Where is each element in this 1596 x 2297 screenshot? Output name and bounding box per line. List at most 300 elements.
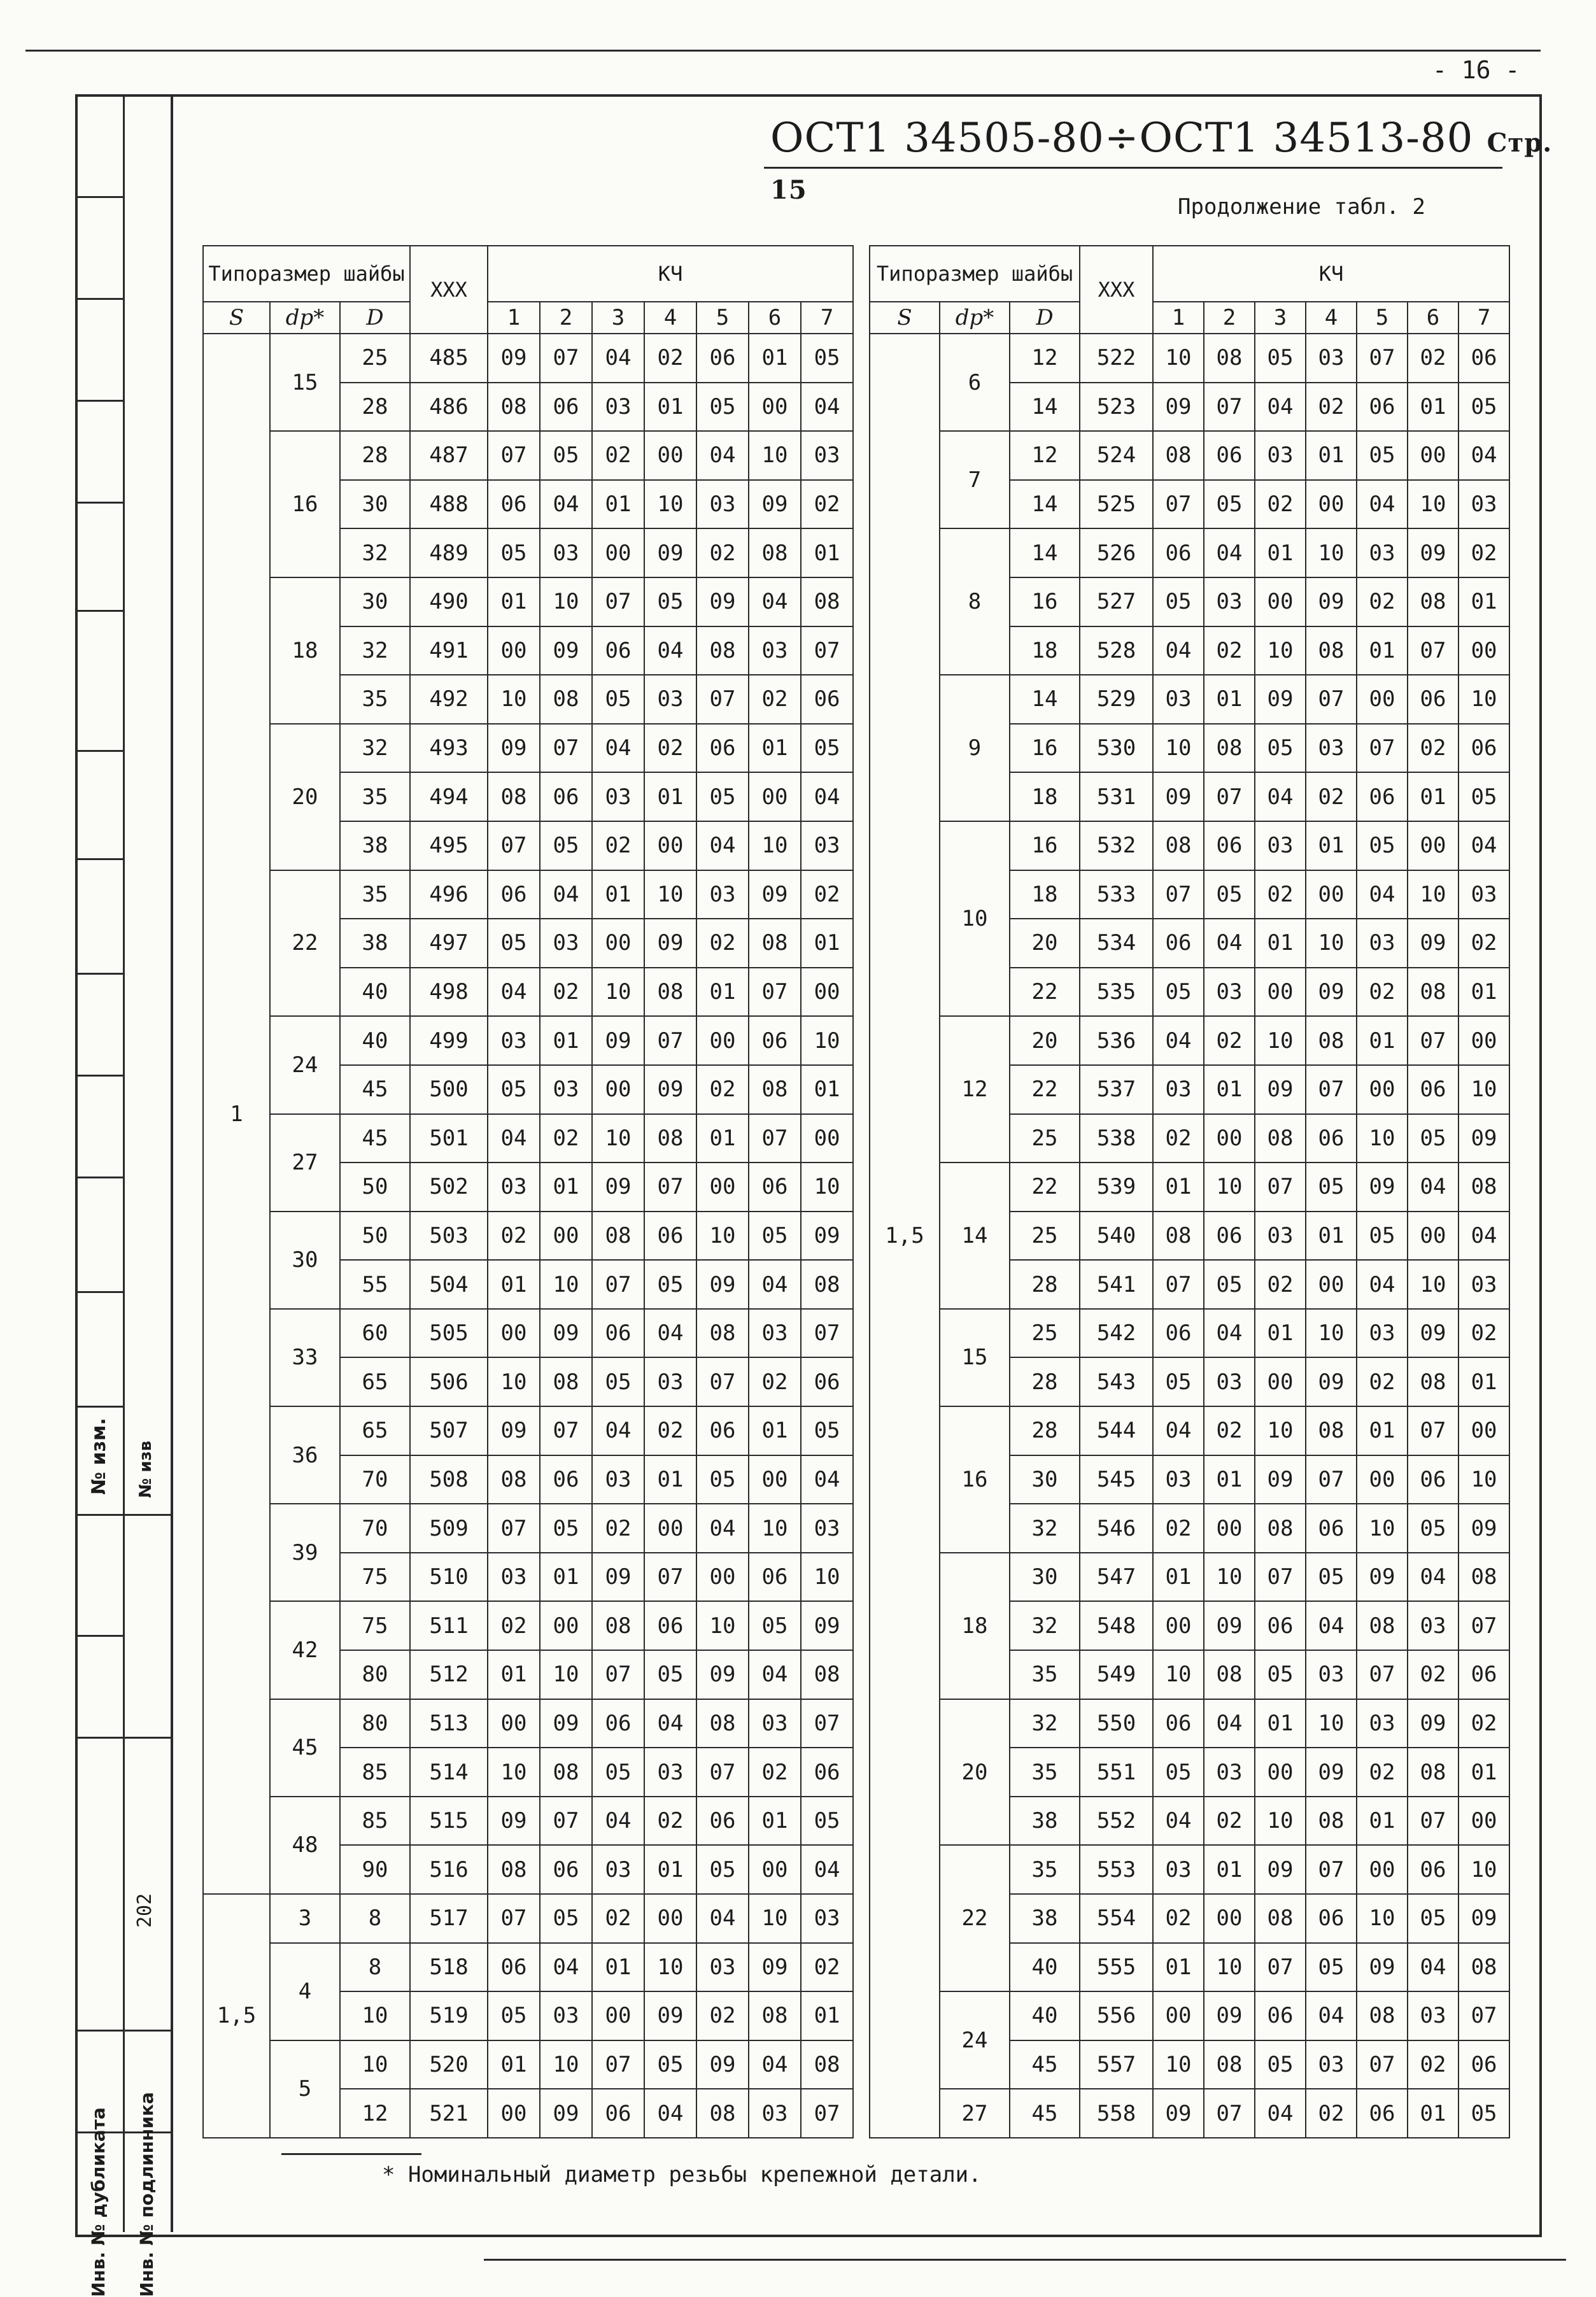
kch-value-cell: 00 xyxy=(1408,821,1458,870)
kch-value-cell: 03 xyxy=(696,480,749,529)
xxx-header: XXX xyxy=(410,246,488,334)
kch-value-cell: 04 xyxy=(1408,1163,1458,1212)
kch-value-cell: 00 xyxy=(749,772,801,821)
outer-diameter-cell: 25 xyxy=(1010,1114,1080,1163)
kch-value-cell: 02 xyxy=(1458,1309,1509,1358)
table-row xyxy=(203,1114,853,1163)
kch-value-cell: 10 xyxy=(488,1748,540,1797)
xxx-code-cell: 557 xyxy=(1080,2040,1153,2089)
kch-value-cell: 01 xyxy=(592,870,644,919)
xxx-code-cell: 492 xyxy=(410,675,488,724)
kch-value-cell: 01 xyxy=(1408,772,1458,821)
outer-diameter-cell: 80 xyxy=(340,1699,410,1748)
outer-diameter-cell: 38 xyxy=(340,821,410,870)
kch-value-cell: 07 xyxy=(1458,1991,1509,2040)
kch-value-cell: 04 xyxy=(696,1894,749,1943)
kch-value-cell: 08 xyxy=(488,383,540,432)
kch-value-cell: 09 xyxy=(1306,1748,1357,1797)
outer-diameter-cell: 35 xyxy=(340,772,410,821)
table-row xyxy=(870,675,1509,724)
s-header: S xyxy=(870,302,940,334)
table-row xyxy=(870,1309,1509,1358)
kch-value-cell: 05 xyxy=(592,675,644,724)
kch-value-cell: 00 xyxy=(1204,1894,1255,1943)
thread-diameter-cell: 14 xyxy=(940,1163,1010,1309)
kch-value-cell: 10 xyxy=(540,2040,592,2089)
kch-value-cell: 08 xyxy=(1306,1016,1357,1065)
kch-value-cell: 01 xyxy=(801,919,853,968)
kch-value-cell: 04 xyxy=(592,724,644,773)
outer-diameter-cell: 40 xyxy=(340,968,410,1017)
header-underline xyxy=(764,167,1502,169)
kch-value-cell: 10 xyxy=(488,1357,540,1406)
kch-value-cell: 07 xyxy=(1153,870,1204,919)
kch-value-cell: 09 xyxy=(488,1406,540,1455)
kch-value-cell: 10 xyxy=(749,1894,801,1943)
xxx-code-cell: 558 xyxy=(1080,2089,1153,2138)
kch-value-cell: 06 xyxy=(1408,675,1458,724)
outer-diameter-cell: 65 xyxy=(340,1406,410,1455)
kch-value-cell: 02 xyxy=(592,821,644,870)
xxx-code-cell: 530 xyxy=(1080,724,1153,773)
thickness-cell: 1 xyxy=(203,334,270,1894)
outer-diameter-cell: 32 xyxy=(1010,1601,1080,1650)
kch-value-cell: 01 xyxy=(1357,626,1408,675)
kch-value-cell: 01 xyxy=(488,1260,540,1309)
kch-value-cell: 00 xyxy=(488,626,540,675)
xxx-code-cell: 550 xyxy=(1080,1699,1153,1748)
kch-value-cell: 10 xyxy=(749,1504,801,1553)
kch-value-cell: 09 xyxy=(749,1943,801,1992)
kch-value-cell: 03 xyxy=(1153,1065,1204,1114)
kch-value-cell: 03 xyxy=(801,1504,853,1553)
kch-value-cell: 10 xyxy=(592,1114,644,1163)
kch-value-cell: 10 xyxy=(1408,480,1458,529)
kch-value-cell: 05 xyxy=(1204,480,1255,529)
kch-value-cell: 07 xyxy=(1408,1016,1458,1065)
kch-value-cell: 04 xyxy=(696,1504,749,1553)
thread-diameter-cell: 27 xyxy=(940,2089,1010,2138)
kch-value-cell: 00 xyxy=(1204,1504,1255,1553)
table-continuation: Продолжение табл. 2 xyxy=(1178,194,1425,220)
kch-value-cell: 03 xyxy=(540,919,592,968)
kch-value-cell: 04 xyxy=(1306,1601,1357,1650)
kch-value-cell: 06 xyxy=(644,1212,696,1261)
table-row xyxy=(203,1309,853,1358)
table-row xyxy=(203,1504,853,1553)
kch-value-cell: 05 xyxy=(1255,334,1306,383)
kch-value-cell: 00 xyxy=(1458,1016,1509,1065)
table-row xyxy=(203,1797,853,1846)
kch-value-cell: 09 xyxy=(1255,675,1306,724)
kch-value-cell: 10 xyxy=(1458,1065,1509,1114)
kch-value-cell: 06 xyxy=(1306,1894,1357,1943)
outer-diameter-cell: 32 xyxy=(1010,1699,1080,1748)
kch-value-cell: 01 xyxy=(749,724,801,773)
kch-value-cell: 01 xyxy=(1306,431,1357,480)
kch-value-cell: 01 xyxy=(540,1553,592,1602)
kch-value-cell: 08 xyxy=(1153,431,1204,480)
table-row xyxy=(203,1406,853,1455)
bottom-rule xyxy=(484,2259,1566,2261)
outer-diameter-cell: 30 xyxy=(340,577,410,626)
kch-value-cell: 04 xyxy=(696,431,749,480)
kch-value-cell: 08 xyxy=(644,1114,696,1163)
left-margin-strip xyxy=(75,94,173,2297)
outer-diameter-cell: 35 xyxy=(1010,1650,1080,1699)
kch-value-cell: 00 xyxy=(1357,1065,1408,1114)
outer-diameter-cell: 75 xyxy=(340,1601,410,1650)
kch-value-cell: 10 xyxy=(644,1943,696,1992)
kch-value-cell: 07 xyxy=(540,1406,592,1455)
kch-value-cell: 02 xyxy=(540,1114,592,1163)
kch-value-cell: 04 xyxy=(1153,1406,1204,1455)
kch-value-cell: 05 xyxy=(1255,2040,1306,2089)
kch-value-cell: 04 xyxy=(644,1309,696,1358)
kch-value-cell: 06 xyxy=(749,1016,801,1065)
kch-col-header: 3 xyxy=(592,302,644,334)
thread-diameter-cell: 4 xyxy=(270,1943,340,2040)
outer-diameter-cell: 80 xyxy=(340,1650,410,1699)
kch-value-cell: 02 xyxy=(696,1065,749,1114)
xxx-code-cell: 519 xyxy=(410,1991,488,2040)
kch-value-cell: 00 xyxy=(1357,1455,1408,1504)
xxx-code-cell: 547 xyxy=(1080,1553,1153,1602)
kch-value-cell: 06 xyxy=(1357,383,1408,432)
thread-diameter-cell: 27 xyxy=(270,1114,340,1212)
kch-value-cell: 07 xyxy=(1357,2040,1408,2089)
kch-value-cell: 06 xyxy=(592,1699,644,1748)
xxx-code-cell: 538 xyxy=(1080,1114,1153,1163)
kch-value-cell: 05 xyxy=(696,1455,749,1504)
xxx-code-cell: 539 xyxy=(1080,1163,1153,1212)
kch-value-cell: 03 xyxy=(644,675,696,724)
kch-value-cell: 02 xyxy=(592,1504,644,1553)
thread-diameter-cell: 24 xyxy=(940,1991,1010,2089)
kch-value-cell: 10 xyxy=(540,577,592,626)
kch-value-cell: 00 xyxy=(801,968,853,1017)
thread-diameter-cell: 8 xyxy=(940,528,1010,675)
kch-value-cell: 05 xyxy=(1458,772,1509,821)
outer-diameter-cell: 22 xyxy=(1010,1163,1080,1212)
kch-value-cell: 02 xyxy=(1357,968,1408,1017)
kch-value-cell: 00 xyxy=(592,1991,644,2040)
kch-value-cell: 04 xyxy=(1204,1699,1255,1748)
kch-value-cell: 06 xyxy=(1204,821,1255,870)
xxx-code-cell: 514 xyxy=(410,1748,488,1797)
kch-value-cell: 02 xyxy=(696,1991,749,2040)
kch-value-cell: 08 xyxy=(1255,1504,1306,1553)
kch-value-cell: 09 xyxy=(1306,1357,1357,1406)
outer-diameter-cell: 85 xyxy=(340,1748,410,1797)
thread-diameter-cell: 7 xyxy=(940,431,1010,528)
kch-col-header: 5 xyxy=(696,302,749,334)
kch-value-cell: 05 xyxy=(540,431,592,480)
kch-value-cell: 00 xyxy=(1306,1260,1357,1309)
kch-value-cell: 04 xyxy=(1204,1309,1255,1358)
kch-value-cell: 03 xyxy=(1357,528,1408,577)
xxx-code-cell: 488 xyxy=(410,480,488,529)
table-row xyxy=(870,1845,1509,1894)
kch-value-cell: 09 xyxy=(1153,2089,1204,2138)
kch-value-cell: 09 xyxy=(1357,1553,1408,1602)
thread-diameter-cell: 45 xyxy=(270,1699,340,1797)
outer-diameter-cell: 85 xyxy=(340,1797,410,1846)
kch-value-cell: 03 xyxy=(1153,1455,1204,1504)
kch-value-cell: 03 xyxy=(1357,1309,1408,1358)
kch-value-cell: 02 xyxy=(801,1943,853,1992)
kch-value-cell: 02 xyxy=(1306,383,1357,432)
kch-value-cell: 03 xyxy=(749,626,801,675)
thickness-cell: 1,5 xyxy=(203,1894,270,2138)
kch-value-cell: 04 xyxy=(1153,1016,1204,1065)
outer-diameter-cell: 18 xyxy=(1010,626,1080,675)
outer-diameter-cell: 90 xyxy=(340,1845,410,1894)
kch-value-cell: 03 xyxy=(749,1309,801,1358)
kch-value-cell: 03 xyxy=(1204,1748,1255,1797)
thread-diameter-cell: 48 xyxy=(270,1797,340,1894)
kch-value-cell: 01 xyxy=(1255,919,1306,968)
thread-diameter-cell: 22 xyxy=(270,870,340,1017)
outer-diameter-cell: 22 xyxy=(1010,968,1080,1017)
kch-value-cell: 05 xyxy=(644,577,696,626)
xxx-code-cell: 525 xyxy=(1080,480,1153,529)
kch-value-cell: 02 xyxy=(1153,1894,1204,1943)
outer-diameter-cell: 16 xyxy=(1010,577,1080,626)
kch-value-cell: 06 xyxy=(488,480,540,529)
thread-diameter-cell: 15 xyxy=(940,1309,1010,1406)
kch-value-cell: 10 xyxy=(488,675,540,724)
kch-value-cell: 02 xyxy=(1408,1650,1458,1699)
kch-value-cell: 05 xyxy=(1357,431,1408,480)
kch-value-cell: 01 xyxy=(644,772,696,821)
dp-header: dр* xyxy=(940,302,1010,334)
xxx-code-cell: 494 xyxy=(410,772,488,821)
outer-diameter-cell: 20 xyxy=(1010,919,1080,968)
kch-value-cell: 07 xyxy=(1255,1553,1306,1602)
kch-value-cell: 05 xyxy=(749,1212,801,1261)
kch-value-cell: 03 xyxy=(1306,724,1357,773)
kch-value-cell: 09 xyxy=(696,577,749,626)
kch-value-cell: 06 xyxy=(592,2089,644,2138)
thread-diameter-cell: 20 xyxy=(940,1699,1010,1846)
xxx-code-cell: 512 xyxy=(410,1650,488,1699)
xxx-code-cell: 551 xyxy=(1080,1748,1153,1797)
xxx-code-cell: 489 xyxy=(410,528,488,577)
kch-value-cell: 06 xyxy=(1255,1601,1306,1650)
xxx-code-cell: 508 xyxy=(410,1455,488,1504)
kch-value-cell: 00 xyxy=(644,431,696,480)
kch-value-cell: 00 xyxy=(1357,1845,1408,1894)
outer-diameter-cell: 8 xyxy=(340,1943,410,1992)
outer-diameter-cell: 60 xyxy=(340,1309,410,1358)
kch-value-cell: 02 xyxy=(696,919,749,968)
kch-value-cell: 07 xyxy=(1408,1406,1458,1455)
xxx-code-cell: 510 xyxy=(410,1553,488,1602)
kch-value-cell: 00 xyxy=(1306,480,1357,529)
outer-diameter-cell: 14 xyxy=(1010,528,1080,577)
kch-value-cell: 06 xyxy=(801,1748,853,1797)
kch-value-cell: 09 xyxy=(1153,383,1204,432)
kch-value-cell: 02 xyxy=(1408,724,1458,773)
kch-value-cell: 08 xyxy=(1306,1797,1357,1846)
kch-value-cell: 00 xyxy=(488,1309,540,1358)
kch-value-cell: 03 xyxy=(488,1163,540,1212)
kch-value-cell: 07 xyxy=(1458,1601,1509,1650)
kch-value-cell: 00 xyxy=(1255,577,1306,626)
kch-value-cell: 06 xyxy=(540,1455,592,1504)
outer-diameter-cell: 45 xyxy=(340,1114,410,1163)
kch-value-cell: 10 xyxy=(801,1016,853,1065)
kch-value-cell: 05 xyxy=(696,383,749,432)
kch-value-cell: 01 xyxy=(1255,1699,1306,1748)
kch-value-cell: 06 xyxy=(1306,1114,1357,1163)
kch-value-cell: 09 xyxy=(488,1797,540,1846)
table-row xyxy=(203,1016,853,1065)
kch-value-cell: 00 xyxy=(644,1894,696,1943)
kch-value-cell: 00 xyxy=(1357,675,1408,724)
kch-value-cell: 02 xyxy=(1408,2040,1458,2089)
kch-value-cell: 01 xyxy=(1204,675,1255,724)
size-group-header: Типоразмер шайбы xyxy=(870,246,1080,302)
xxx-code-cell: 548 xyxy=(1080,1601,1153,1650)
kch-value-cell: 10 xyxy=(749,821,801,870)
kch-value-cell: 10 xyxy=(1306,528,1357,577)
kch-value-cell: 04 xyxy=(801,1455,853,1504)
kch-value-cell: 01 xyxy=(488,1650,540,1699)
xxx-code-cell: 533 xyxy=(1080,870,1153,919)
outer-diameter-cell: 45 xyxy=(1010,2089,1080,2138)
kch-value-cell: 03 xyxy=(696,1943,749,1992)
table-row xyxy=(870,1016,1509,1065)
kch-value-cell: 05 xyxy=(1153,577,1204,626)
xxx-code-cell: 504 xyxy=(410,1260,488,1309)
kch-value-cell: 01 xyxy=(1255,1309,1306,1358)
outer-diameter-cell: 35 xyxy=(1010,1845,1080,1894)
kch-value-cell: 04 xyxy=(1357,1260,1408,1309)
d-header: D xyxy=(340,302,410,334)
kch-value-cell: 09 xyxy=(592,1163,644,1212)
kch-value-cell: 07 xyxy=(1153,480,1204,529)
kch-value-cell: 08 xyxy=(801,1650,853,1699)
kch-value-cell: 10 xyxy=(1458,675,1509,724)
table-row xyxy=(203,1601,853,1650)
kch-value-cell: 07 xyxy=(644,1163,696,1212)
kch-value-cell: 02 xyxy=(1306,2089,1357,2138)
kch-value-cell: 02 xyxy=(1204,1406,1255,1455)
kch-value-cell: 04 xyxy=(1306,1991,1357,2040)
kch-value-cell: 10 xyxy=(749,431,801,480)
outer-diameter-cell: 55 xyxy=(340,1260,410,1309)
xxx-code-cell: 534 xyxy=(1080,919,1153,968)
kch-value-cell: 04 xyxy=(749,1650,801,1699)
kch-value-cell: 00 xyxy=(1255,968,1306,1017)
xxx-code-cell: 546 xyxy=(1080,1504,1153,1553)
kch-value-cell: 04 xyxy=(1408,1553,1458,1602)
kch-value-cell: 03 xyxy=(1255,1212,1306,1261)
kch-value-cell: 03 xyxy=(592,383,644,432)
kch-col-header: 6 xyxy=(1408,302,1458,334)
kch-value-cell: 04 xyxy=(801,772,853,821)
kch-value-cell: 09 xyxy=(592,1016,644,1065)
kch-value-cell: 04 xyxy=(1357,870,1408,919)
table-row xyxy=(870,431,1509,480)
kch-value-cell: 08 xyxy=(1153,821,1204,870)
kch-value-cell: 04 xyxy=(488,1114,540,1163)
kch-value-cell: 00 xyxy=(1458,626,1509,675)
outer-diameter-cell: 38 xyxy=(1010,1797,1080,1846)
kch-value-cell: 06 xyxy=(1357,772,1408,821)
kch-value-cell: 03 xyxy=(540,1991,592,2040)
kch-value-cell: 08 xyxy=(1458,1943,1509,1992)
kch-value-cell: 05 xyxy=(696,772,749,821)
xxx-code-cell: 553 xyxy=(1080,1845,1153,1894)
kch-value-cell: 08 xyxy=(1458,1553,1509,1602)
kch-value-cell: 06 xyxy=(801,1357,853,1406)
kch-value-cell: 07 xyxy=(749,968,801,1017)
kch-value-cell: 03 xyxy=(488,1016,540,1065)
kch-value-cell: 09 xyxy=(1458,1114,1509,1163)
thread-diameter-cell: 10 xyxy=(940,821,1010,1016)
kch-value-cell: 04 xyxy=(592,334,644,383)
kch-value-cell: 09 xyxy=(1306,577,1357,626)
xxx-code-cell: 502 xyxy=(410,1163,488,1212)
xxx-code-cell: 523 xyxy=(1080,383,1153,432)
top-rule xyxy=(25,50,1541,52)
kch-value-cell: 00 xyxy=(696,1016,749,1065)
kch-value-cell: 05 xyxy=(592,1357,644,1406)
kch-value-cell: 03 xyxy=(801,821,853,870)
xxx-code-cell: 529 xyxy=(1080,675,1153,724)
kch-value-cell: 06 xyxy=(1408,1845,1458,1894)
kch-value-cell: 00 xyxy=(540,1212,592,1261)
kch-value-cell: 04 xyxy=(749,1260,801,1309)
outer-diameter-cell: 32 xyxy=(340,724,410,773)
outer-diameter-cell: 18 xyxy=(1010,772,1080,821)
outer-diameter-cell: 25 xyxy=(1010,1212,1080,1261)
kch-value-cell: 08 xyxy=(1408,1748,1458,1797)
kch-value-cell: 04 xyxy=(749,577,801,626)
kch-value-cell: 10 xyxy=(1408,1260,1458,1309)
kch-value-cell: 04 xyxy=(592,1406,644,1455)
kch-value-cell: 10 xyxy=(1153,1650,1204,1699)
kch-value-cell: 08 xyxy=(749,1991,801,2040)
table-row xyxy=(203,431,853,480)
kch-value-cell: 08 xyxy=(1408,1357,1458,1406)
kch-value-cell: 01 xyxy=(592,480,644,529)
kch-value-cell: 01 xyxy=(1458,1748,1509,1797)
kch-value-cell: 06 xyxy=(592,626,644,675)
kch-value-cell: 02 xyxy=(1357,1357,1408,1406)
xxx-code-cell: 506 xyxy=(410,1357,488,1406)
kch-value-cell: 01 xyxy=(1204,1455,1255,1504)
kch-value-cell: 07 xyxy=(488,821,540,870)
xxx-code-cell: 531 xyxy=(1080,772,1153,821)
thread-diameter-cell: 24 xyxy=(270,1016,340,1113)
kch-value-cell: 04 xyxy=(488,968,540,1017)
kch-value-cell: 01 xyxy=(540,1016,592,1065)
xxx-code-cell: 498 xyxy=(410,968,488,1017)
kch-value-cell: 00 xyxy=(696,1553,749,1602)
kch-value-cell: 02 xyxy=(488,1212,540,1261)
kch-value-cell: 01 xyxy=(1357,1016,1408,1065)
kch-value-cell: 00 xyxy=(488,2089,540,2138)
kch-value-cell: 09 xyxy=(801,1212,853,1261)
xxx-code-cell: 522 xyxy=(1080,334,1153,383)
outer-diameter-cell: 65 xyxy=(340,1357,410,1406)
kch-value-cell: 09 xyxy=(1204,1601,1255,1650)
outer-diameter-cell: 22 xyxy=(1010,1065,1080,1114)
